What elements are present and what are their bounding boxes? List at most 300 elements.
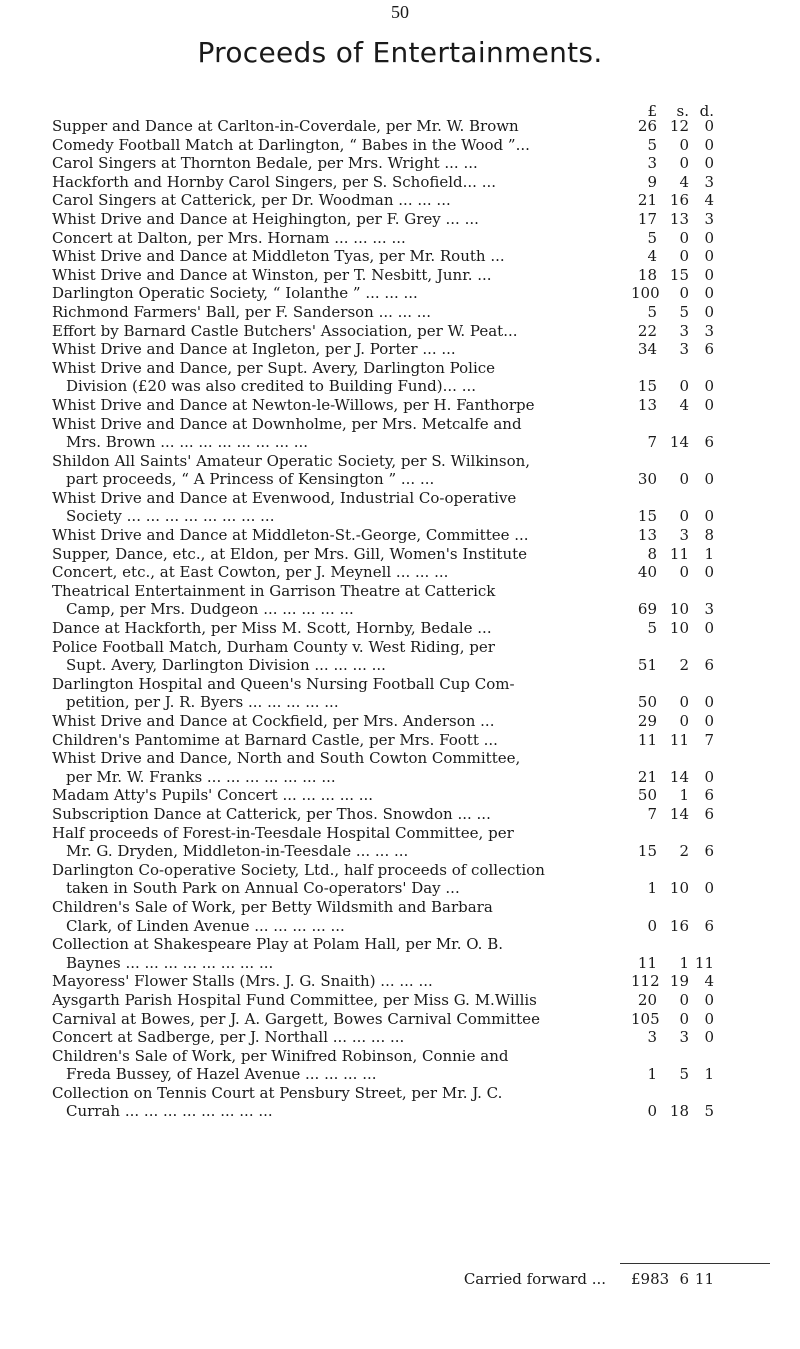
amount-shillings: 10 [669,619,689,638]
pence-header: d. [699,102,714,120]
entry-description [52,582,607,619]
amount-pounds: 5 [647,228,657,247]
entry-description-line: Mr. G. Dryden, Middleton-in-Teesdale ... ... ... [66,842,409,861]
entry-amount [617,284,772,303]
entry-amount [617,396,772,415]
amount-shillings: 3 [679,340,689,359]
entry-description [52,805,607,824]
amount-pence: 0 [704,284,714,303]
entry-row [52,731,772,750]
amount-shillings: 1 [679,953,689,972]
entry-amount [617,805,772,824]
shillings-header: s. [676,102,689,120]
entry-amount [617,191,772,210]
entry-description-line: Whist Drive and Dance at Heighington, per F. Grey ... ... [52,209,479,228]
entry-description [52,991,607,1010]
entry-description [52,415,607,452]
entry-row [52,210,772,229]
entry-description-line: per Mr. W. Franks ... ... ... ... ... ... ... [66,767,336,786]
entry-description [52,284,607,303]
entry-description-line: Carol Singers at Catterick, per Dr. Woodman ... ... ... [52,191,451,210]
amount-shillings: 2 [679,842,689,861]
entry-row [52,117,772,136]
entry-amount [617,340,772,359]
entry-description [52,545,607,564]
entry-description [52,396,607,415]
entry-description [52,452,607,489]
entry-row [52,415,772,452]
amount-pence: 0 [704,302,714,321]
entry-description [52,731,607,750]
amount-pence: 0 [704,135,714,154]
amount-pence: 3 [704,172,714,191]
amount-shillings: 10 [669,600,689,619]
entry-amount [617,247,772,266]
entry-description-line: Concert at Dalton, per Mrs. Hornam ... ... ... ... [52,228,406,247]
entry-amount [617,1102,772,1121]
pounds-header: £ [647,102,657,120]
carried-forward-row [52,1270,772,1290]
entry-description-line: Society ... ... ... ... ... ... ... ... [66,507,275,526]
amount-shillings: 1 [679,786,689,805]
entry-description-line: Carnival at Bowes, per J. A. Gargett, Bowes Carnival Committee [52,1009,540,1028]
entry-description [52,359,607,396]
entry-row [52,340,772,359]
amount-pounds: 20 [637,990,657,1009]
entry-row [52,136,772,155]
amount-pence: 3 [704,209,714,228]
entry-amount [617,712,772,731]
amount-pounds: 3 [647,1028,657,1047]
amount-pence: 0 [704,470,714,489]
entry-row [52,749,772,786]
entry-description [52,619,607,638]
amount-shillings: 3 [679,321,689,340]
amount-pounds: 50 [637,693,657,712]
entry-row [52,638,772,675]
entry-description [52,935,607,972]
amount-pounds: 21 [637,191,657,210]
entry-description-line: Effort by Barnard Castle Butchers' Association, per W. Peat... [52,321,518,340]
entry-description [52,526,607,545]
amount-pence: 6 [704,433,714,452]
entry-row [52,266,772,285]
entry-description [52,1028,607,1047]
amount-pence: 0 [704,228,714,247]
entry-amount [617,229,772,248]
entry-row [52,712,772,731]
amount-pence: 0 [704,395,714,414]
entry-description [52,117,607,136]
carried-forward-label: Carried forward ... [463,1270,606,1288]
amount-shillings: 5 [679,1065,689,1084]
entry-row [52,154,772,173]
entry-row [52,489,772,526]
entry-description [52,972,607,991]
amount-pence: 0 [704,1028,714,1047]
entry-amount [617,507,772,526]
carried-forward-amount [617,1270,772,1290]
amount-pence: 6 [704,656,714,675]
amount-shillings: 16 [669,916,689,935]
entry-description-line: Camp, per Mrs. Dudgeon ... ... ... ... ... [66,600,354,619]
entry-amount [617,619,772,638]
entry-row [52,805,772,824]
entry-amount [617,303,772,322]
amount-pounds: 1 [647,879,657,898]
entry-amount [617,210,772,229]
entry-description-line: Concert at Sadberge, per J. Northall ... ... ... ... [52,1028,405,1047]
entry-row [52,582,772,619]
entry-description-line: Clark, of Linden Avenue ... ... ... ... ... [66,916,345,935]
amount-pence: 0 [704,767,714,786]
entry-amount [617,991,772,1010]
amount-shillings: 0 [679,284,689,303]
entry-description [52,247,607,266]
entry-description [52,675,607,712]
amount-pounds: 17 [637,209,657,228]
entry-amount [617,526,772,545]
amount-pence: 11 [694,1270,714,1288]
amount-pence: 0 [704,619,714,638]
amount-pence: 4 [704,972,714,991]
amount-shillings: 14 [669,767,689,786]
entry-description [52,1047,607,1084]
entry-description-line: Police Football Match, Durham County v. West Riding, per [52,637,495,656]
entry-amount [617,266,772,285]
entry-description-line: Children's Sale of Work, per Betty Wildsmith and Barbara [52,897,493,916]
amount-shillings: 0 [679,247,689,266]
amount-shillings: 0 [679,228,689,247]
amount-shillings: 6 [679,1270,689,1288]
entry-description-line: Whist Drive and Dance at Middleton-St.-George, Committee ... [52,526,529,545]
entry-description-line: Darlington Co-operative Society, Ltd., half proceeds of collection [52,860,545,879]
entry-row [52,898,772,935]
entry-description-line: Whist Drive and Dance at Evenwood, Industrial Co-operative [52,488,517,507]
amount-shillings: 14 [669,433,689,452]
entry-description [52,824,607,861]
entry-description-line: Collection at Shakespeare Play at Polam Hall, per Mr. O. B. [52,935,503,954]
entry-amount [617,972,772,991]
entry-amount [617,117,772,136]
entry-amount [617,731,772,750]
entry-description-line: Supper and Dance at Carlton-in-Coverdale, per Mr. W. Brown [52,117,519,135]
entry-row [52,972,772,991]
amount-pounds: 5 [647,619,657,638]
entry-row [52,452,772,489]
entry-amount [617,786,772,805]
amount-pounds: 26 [637,117,657,135]
entry-row [52,526,772,545]
entry-row [52,229,772,248]
entry-amount [617,917,772,936]
amount-shillings: 16 [669,191,689,210]
entry-description [52,712,607,731]
amount-shillings: 15 [669,265,689,284]
amount-shillings: 3 [679,1028,689,1047]
entry-row [52,619,772,638]
entry-row [52,935,772,972]
entry-description-line: Whist Drive and Dance, North and South Cowton Committee, [52,749,521,768]
entry-description-line: Mayoress' Flower Stalls (Mrs. J. G. Snaith) ... ... ... [52,972,433,991]
amount-pounds: 40 [637,563,657,582]
entry-description [52,322,607,341]
entry-description-line: Madam Atty's Pupils' Concert ... ... ... ... ... [52,786,374,805]
entry-description-line: Division (£20 was also credited to Building Fund)... ... [66,377,477,396]
entry-description [52,266,607,285]
page-title: Proceeds of Entertainments. [197,36,603,69]
amount-shillings: 0 [679,990,689,1009]
entry-description [52,749,607,786]
amount-pence: 11 [694,953,714,972]
amount-pounds: 13 [637,526,657,545]
amount-shillings: 0 [679,507,689,526]
entry-row [52,173,772,192]
entry-description [52,340,607,359]
entry-description-line: Dance at Hackforth, per Miss M. Scott, Hornby, Bedale ... [52,619,492,638]
amount-pounds: 69 [637,600,657,619]
entry-row [52,359,772,396]
entry-row [52,247,772,266]
amount-pounds: 15 [637,842,657,861]
amount-pounds: 7 [647,433,657,452]
entry-amount [617,470,772,489]
amount-pounds: 7 [647,804,657,823]
entry-description-line: Concert, etc., at East Cowton, per J. Meynell ... ... ... [52,563,449,582]
entry-description-line: petition, per J. R. Byers ... ... ... ... ... [66,693,339,712]
entry-description-line: Whist Drive and Dance at Winston, per T. Nesbitt, Junr. ... [52,265,492,284]
entry-amount [617,154,772,173]
amount-shillings: 11 [669,544,689,563]
amount-pounds: 112 [631,972,660,991]
amount-pounds: 15 [637,377,657,396]
entry-amount [617,693,772,712]
amount-pence: 0 [704,693,714,712]
entry-row [52,786,772,805]
entry-description [52,1084,607,1121]
amount-pounds: 105 [631,1009,660,1028]
entry-description-line: Darlington Hospital and Queen's Nursing Football Cup Com- [52,674,515,693]
amount-shillings: 4 [679,172,689,191]
amount-pence: 0 [704,117,714,135]
amount-shillings: 3 [679,526,689,545]
amount-pounds: 50 [637,786,657,805]
entry-description [52,191,607,210]
entry-description-line: Aysgarth Parish Hospital Fund Committee, per Miss G. M.Willis [52,990,537,1009]
amount-pounds: 21 [637,767,657,786]
entry-description [52,154,607,173]
amount-pence: 0 [704,377,714,396]
entry-row [52,396,772,415]
entry-row [52,1084,772,1121]
entry-description-line: Comedy Football Match at Darlington, “ Babes in the Wood ”... [52,135,530,154]
entry-amount [617,563,772,582]
amount-shillings: 0 [679,470,689,489]
amount-pounds: 0 [647,916,657,935]
amount-shillings: 0 [679,712,689,730]
entry-description-line: Freda Bussey, of Hazel Avenue ... ... ... ... [66,1065,377,1084]
amount-pence: 0 [704,507,714,526]
entry-row [52,1010,772,1029]
entry-description [52,563,607,582]
entry-row [52,1028,772,1047]
amount-shillings: 10 [669,879,689,898]
amount-pounds: 8 [647,544,657,563]
entry-row [52,191,772,210]
entry-description-line: Hackforth and Hornby Carol Singers, per S. Schofield... ... [52,172,497,191]
entry-amount [617,842,772,861]
amount-pence: 1 [704,1065,714,1084]
amount-shillings: 12 [669,117,689,135]
entry-row [52,861,772,898]
entry-row [52,1047,772,1084]
amount-shillings: 0 [679,135,689,154]
entry-description [52,303,607,322]
entry-amount [617,545,772,564]
entry-description [52,173,607,192]
entry-row [52,675,772,712]
amount-shillings: 5 [679,302,689,321]
amount-shillings: 0 [679,563,689,582]
amount-pounds: 9 [647,172,657,191]
entry-description-line: Whist Drive and Dance at Middleton Tyas, per Mr. Routh ... [52,247,505,266]
entry-amount [617,954,772,973]
amount-pounds: 51 [637,656,657,675]
entries-list [52,117,772,1121]
entry-description-line: Darlington Operatic Society, “ Iolanthe ” ... ... ... [52,284,418,303]
amount-pence: 8 [704,526,714,545]
entry-amount [617,768,772,787]
entry-amount [617,136,772,155]
amount-pence: 3 [704,600,714,619]
entry-amount [617,1028,772,1047]
amount-pence: 0 [704,265,714,284]
entry-description [52,1010,607,1029]
amount-pounds: 11 [637,953,657,972]
entry-description [52,136,607,155]
amount-pence: 6 [704,804,714,823]
entry-description [52,786,607,805]
amount-pence: 6 [704,916,714,935]
entry-amount [617,433,772,452]
amount-pounds: £983 [631,1270,670,1288]
amount-shillings: 0 [679,693,689,712]
amount-pounds: 18 [637,265,657,284]
entry-row [52,563,772,582]
amount-pence: 6 [704,340,714,359]
amount-pence: 1 [704,544,714,563]
amount-pence: 0 [704,879,714,898]
entry-row [52,303,772,322]
entry-description-line: Currah ... ... ... ... ... ... ... ... [66,1102,273,1121]
amount-pounds: 34 [637,340,657,359]
amount-shillings: 4 [679,395,689,414]
entry-description-line: Shildon All Saints' Amateur Operatic Society, per S. Wilkinson, [52,451,531,470]
entry-description-line: Carol Singers at Thornton Bedale, per Mrs. Wright ... ... [52,154,478,173]
entry-amount [617,879,772,898]
amount-pence: 0 [704,712,714,730]
entry-amount [617,322,772,341]
entry-description-line: Whist Drive and Dance at Ingleton, per J. Porter ... ... [52,340,456,359]
amount-pounds: 13 [637,395,657,414]
entry-amount [617,600,772,619]
amount-pounds: 0 [647,1102,657,1121]
amount-pounds: 100 [631,284,660,303]
entry-row [52,284,772,303]
total-rule [620,1263,770,1264]
entry-description-line: Richmond Farmers' Ball, per F. Sanderson ... ... ... [52,302,432,321]
amount-shillings: 11 [669,730,689,749]
amount-pence: 0 [704,990,714,1009]
amount-pence: 6 [704,786,714,805]
amount-pounds: 5 [647,302,657,321]
amount-pence: 0 [704,563,714,582]
entry-description-line: Supt. Avery, Darlington Division ... ... ... ... [66,656,386,675]
amount-pence: 0 [704,1009,714,1028]
amount-shillings: 0 [679,154,689,173]
entry-description-line: part proceeds, “ A Princess of Kensington ” ... ... [66,470,435,489]
entry-description-line: Children's Sale of Work, per Winifred Robinson, Connie and [52,1046,509,1065]
amount-pence: 7 [704,730,714,749]
amount-shillings: 14 [669,804,689,823]
amount-pence: 3 [704,321,714,340]
entry-description-line: Theatrical Entertainment in Garrison Theatre at Catterick [52,581,496,600]
entry-description [52,489,607,526]
entry-description-line: Whist Drive and Dance at Cockfield, per Mrs. Anderson ... [52,712,495,730]
amount-pounds: 5 [647,135,657,154]
entry-description [52,898,607,935]
entry-description-line: Subscription Dance at Catterick, per Thos. Snowdon ... ... [52,804,491,823]
entry-description [52,861,607,898]
entry-description-line: Whist Drive and Dance, per Supt. Avery, Darlington Police [52,358,496,377]
entry-description-line: Mrs. Brown ... ... ... ... ... ... ... ... [66,433,309,452]
amount-pounds: 22 [637,321,657,340]
entry-row [52,991,772,1010]
amount-shillings: 0 [679,377,689,396]
amount-pence: 5 [704,1102,714,1121]
entry-description-line: Whist Drive and Dance at Newton-le-Willows, per H. Fanthorpe [52,395,535,414]
entry-description [52,210,607,229]
entry-description-line: Baynes ... ... ... ... ... ... ... ... [66,953,274,972]
amount-shillings: 19 [669,972,689,991]
entry-row [52,322,772,341]
entry-description [52,638,607,675]
amount-pence: 0 [704,247,714,266]
entry-description-line: Supper, Dance, etc., at Eldon, per Mrs. Gill, Women's Institute [52,544,528,563]
amount-pounds: 30 [637,470,657,489]
entry-description-line: Half proceeds of Forest-in-Teesdale Hospital Committee, per [52,823,514,842]
entry-description-line: taken in South Park on Annual Co-operators' Day ... [66,879,460,898]
amount-shillings: 18 [669,1102,689,1121]
amount-shillings: 13 [669,209,689,228]
entry-description-line: Collection on Tennis Court at Pensbury Street, per Mr. J. C. [52,1083,503,1102]
amount-pounds: 15 [637,507,657,526]
amount-pounds: 3 [647,154,657,173]
amount-pounds: 1 [647,1065,657,1084]
amount-pounds: 11 [637,730,657,749]
amount-shillings: 2 [679,656,689,675]
page-number: 50 [391,2,409,22]
amount-shillings: 0 [679,1009,689,1028]
entry-amount [617,656,772,675]
entry-amount [617,1010,772,1029]
entry-amount [617,173,772,192]
amount-pounds: 4 [647,247,657,266]
entry-row [52,545,772,564]
entry-description [52,229,607,248]
entry-description-line: Whist Drive and Dance at Downholme, per Mrs. Metcalfe and [52,414,522,433]
entry-description-line: Children's Pantomime at Barnard Castle, per Mrs. Foott ... [52,730,498,749]
